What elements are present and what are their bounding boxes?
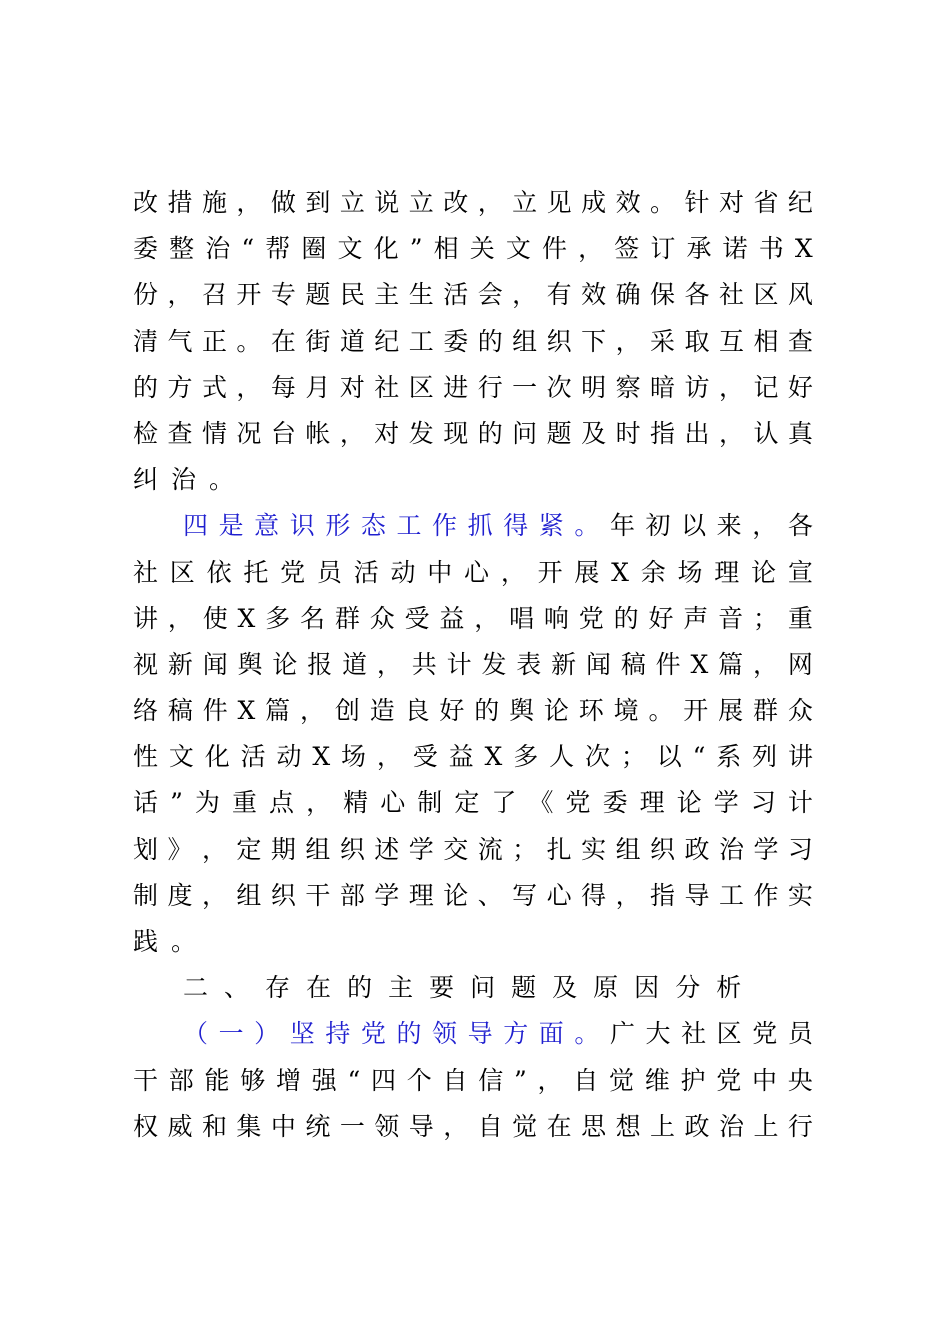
paragraph-line: 社 区 依 托 党 员 活 动 中 心 ， 开 展 X 余 场 理 论 宣 bbox=[133, 557, 813, 587]
paragraph-line: （ 一 ） 坚 持 党 的 领 导 方 面 。 广 大 社 区 党 员 bbox=[183, 1019, 813, 1049]
paragraph-line: 委 整 治 “ 帮 圈 文 化 ” 相 关 文 件 ， 签 订 承 诺 书 X bbox=[133, 234, 813, 264]
section-heading: 二 、 存 在 的 主 要 问 题 及 原 因 分 析 bbox=[183, 973, 742, 1003]
paragraph-line: 干 部 能 够 增 强 “ 四 个 自 信 ” ， 自 觉 维 护 党 中 央 bbox=[133, 1065, 813, 1095]
paragraph-line: 改 措 施 ， 做 到 立 说 立 改 ， 立 见 成 效 。 针 对 省 纪 bbox=[133, 188, 813, 217]
document-body bbox=[133, 180, 813, 1150]
paragraph-line: 践 。 bbox=[133, 927, 197, 956]
paragraph-line: 视 新 闻 舆 论 报 道 ， 共 计 发 表 新 闻 稿 件 X 篇 ， 网 bbox=[133, 649, 813, 679]
paragraph-line: 四 是 意 识 形 态 工 作 抓 得 紧 。 年 初 以 来 ， 各 bbox=[183, 511, 813, 541]
paragraph-line: 份 ， 召 开 专 题 民 主 生 活 会 ， 有 效 确 保 各 社 区 风 bbox=[133, 280, 813, 310]
paragraph-line: 性 文 化 活 动 X 场 ， 受 益 X 多 人 次 ； 以 “ 系 列 讲 bbox=[133, 742, 813, 772]
paragraph-line: 讲 ， 使 X 多 名 群 众 受 益 ， 唱 响 党 的 好 声 音 ； 重 bbox=[133, 603, 813, 633]
paragraph-line: 清 气 正 。 在 街 道 纪 工 委 的 组 织 下 ， 采 取 互 相 查 bbox=[133, 326, 813, 356]
paragraph-line: 的 方 式 ， 每 月 对 社 区 进 行 一 次 明 察 暗 访 ， 记 好 bbox=[133, 372, 813, 402]
paragraph-line: 权 威 和 集 中 统 一 领 导 ， 自 觉 在 思 想 上 政 治 上 行 bbox=[133, 1111, 813, 1141]
paragraph-line: 络 稿 件 X 篇 ， 创 造 良 好 的 舆 论 环 境 。 开 展 群 众 bbox=[133, 696, 813, 726]
paragraph-line: 话 ” 为 重 点 ， 精 心 制 定 了 《 党 委 理 论 学 习 计 bbox=[133, 788, 813, 818]
paragraph-line: 检 查 情 况 台 帐 ， 对 发 现 的 问 题 及 时 指 出 ， 认 真 bbox=[133, 418, 813, 448]
paragraph-line: 制 度 ， 组 织 干 部 学 理 论 、 写 心 得 ， 指 导 工 作 实 bbox=[133, 880, 813, 910]
paragraph-line: 划 》 ， 定 期 组 织 述 学 交 流 ； 扎 实 组 织 政 治 学 习 bbox=[133, 834, 813, 864]
paragraph-line: 纠 治 。 bbox=[133, 465, 235, 495]
